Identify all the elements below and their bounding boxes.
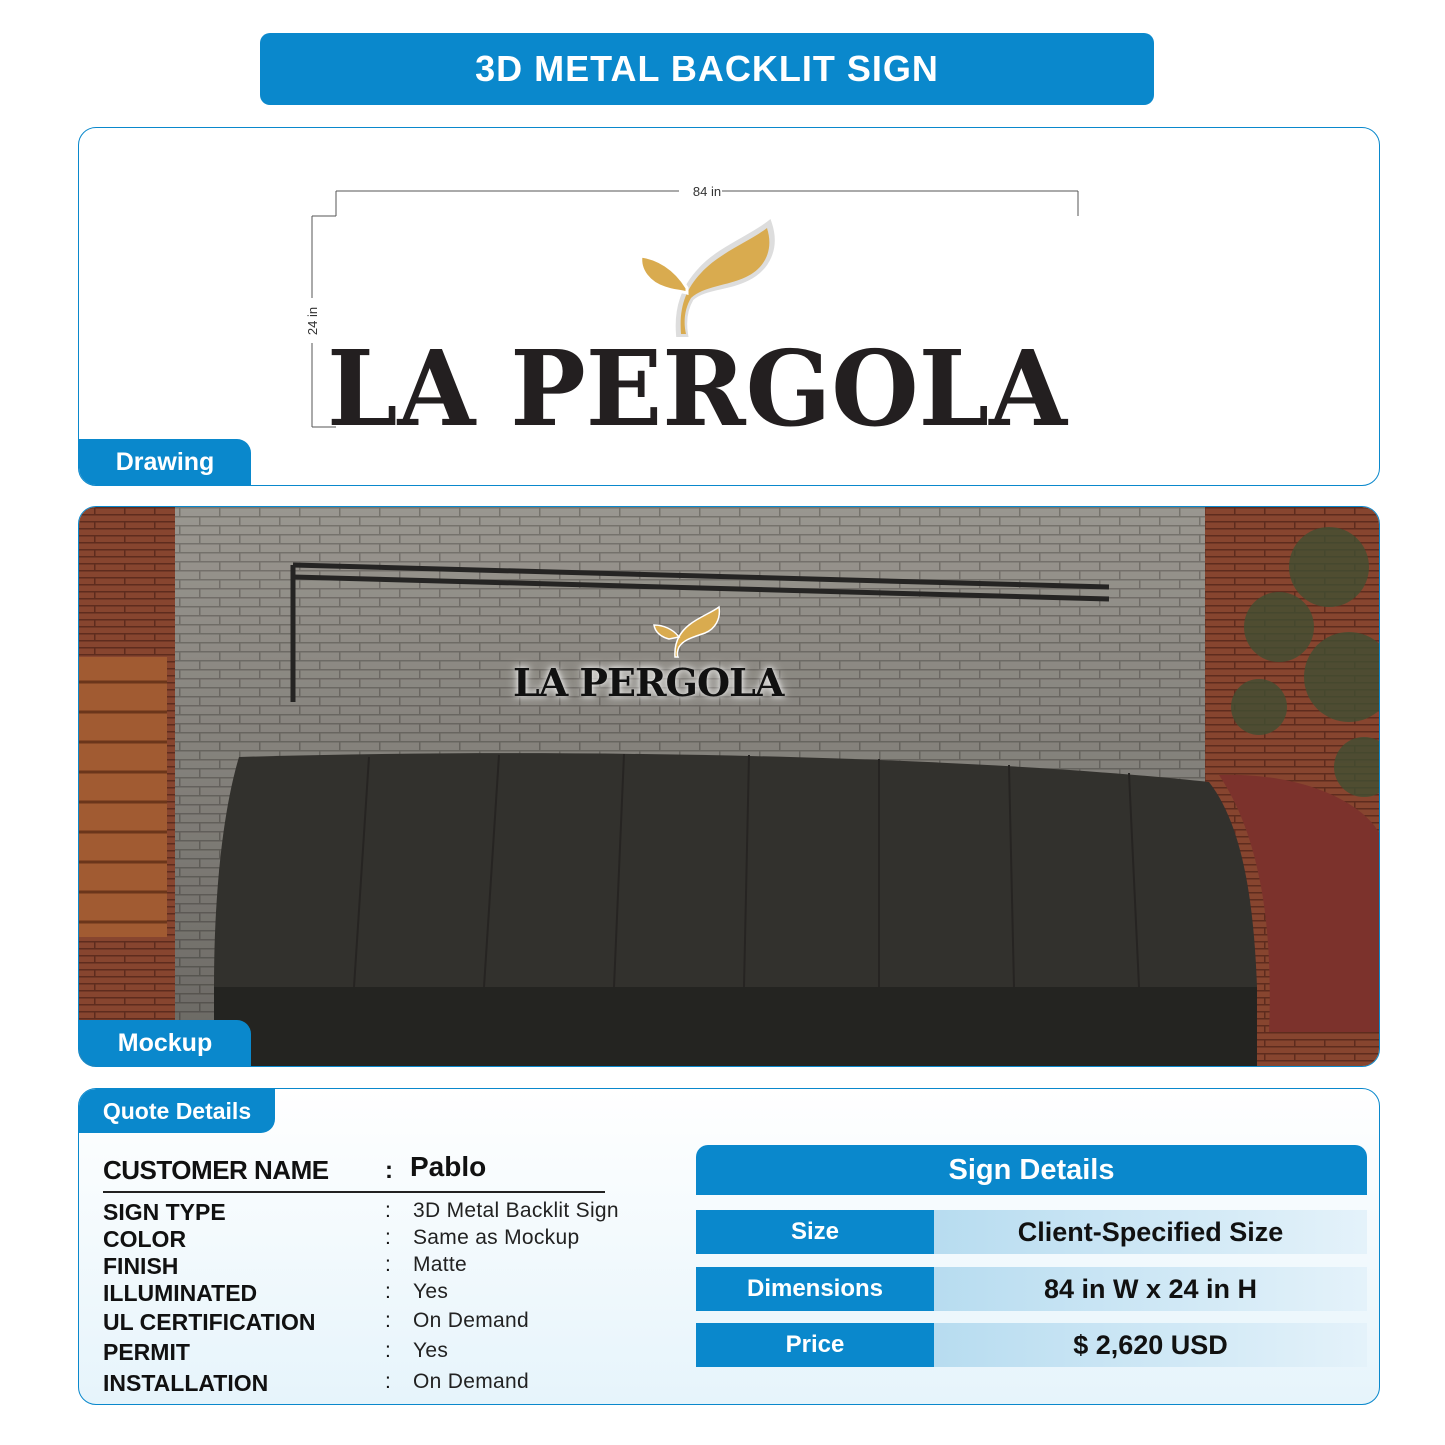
drawing-tag: Drawing	[79, 439, 251, 485]
spec-label: PERMIT	[103, 1339, 190, 1365]
spec-colon: :	[385, 1253, 391, 1276]
sign-detail-row-price	[696, 1323, 1367, 1367]
quote-tag: Quote Details	[79, 1089, 275, 1133]
spec-colon: :	[385, 1280, 391, 1303]
sign-details-title: Sign Details	[696, 1145, 1367, 1195]
sign-drawing	[79, 128, 1380, 486]
spec-label: INSTALLATION	[103, 1370, 269, 1396]
customer-colon: :	[385, 1157, 393, 1184]
spec-label: SIGN TYPE	[103, 1199, 226, 1225]
spec-label: ILLUMINATED	[103, 1280, 258, 1306]
spec-value: Same as Mockup	[413, 1226, 580, 1249]
sign-detail-value: 84 in W x 24 in H	[934, 1267, 1367, 1311]
spec-row-illuminated	[103, 1280, 623, 1307]
storefront-photo	[79, 507, 1380, 1067]
spec-value: Matte	[413, 1253, 468, 1276]
spec-label: FINISH	[103, 1253, 179, 1279]
mockup-tag: Mockup	[79, 1020, 251, 1066]
spec-value: On Demand	[413, 1370, 529, 1393]
mockup-panel	[78, 506, 1380, 1067]
spec-colon: :	[385, 1309, 391, 1332]
mockup-logo-text: LA PERGOLA	[513, 660, 784, 705]
spec-row-permit	[103, 1339, 623, 1366]
spec-value: Yes	[413, 1339, 449, 1362]
sign-detail-row-dimensions	[696, 1267, 1367, 1311]
sign-detail-label: Price	[696, 1323, 934, 1367]
quote-panel	[78, 1088, 1380, 1405]
logo-text: LA PERGOLA	[327, 327, 1069, 450]
spec-value: 3D Metal Backlit Sign	[413, 1199, 619, 1222]
sign-detail-row-size	[696, 1210, 1367, 1254]
sign-detail-label: Dimensions	[696, 1267, 934, 1311]
customer-label: CUSTOMER NAME	[103, 1155, 329, 1185]
drawing-panel	[78, 127, 1380, 486]
spec-colon: :	[385, 1370, 391, 1393]
spec-label: COLOR	[103, 1226, 187, 1252]
height-label: 24 in	[305, 306, 320, 336]
spec-row-color	[103, 1226, 623, 1253]
spec-colon: :	[385, 1199, 391, 1222]
spec-row-finish	[103, 1253, 623, 1280]
spec-colon: :	[385, 1226, 391, 1249]
sign-detail-value: Client-Specified Size	[934, 1210, 1367, 1254]
leaf-logo-icon	[641, 224, 772, 334]
spec-row-installation	[103, 1370, 623, 1397]
spec-row-ul-certification	[103, 1309, 623, 1336]
spec-colon: :	[385, 1339, 391, 1362]
customer-row	[103, 1151, 605, 1193]
spec-label: UL CERTIFICATION	[103, 1309, 316, 1335]
customer-value: Pablo	[410, 1151, 487, 1182]
sign-detail-label: Size	[696, 1210, 934, 1254]
sign-detail-value: $ 2,620 USD	[934, 1323, 1367, 1367]
page-title: 3D METAL BACKLIT SIGN	[260, 33, 1154, 105]
width-label: 84 in	[692, 184, 722, 199]
spec-value: Yes	[413, 1280, 449, 1303]
spec-row-sign-type	[103, 1199, 623, 1226]
spec-value: On Demand	[413, 1309, 529, 1332]
